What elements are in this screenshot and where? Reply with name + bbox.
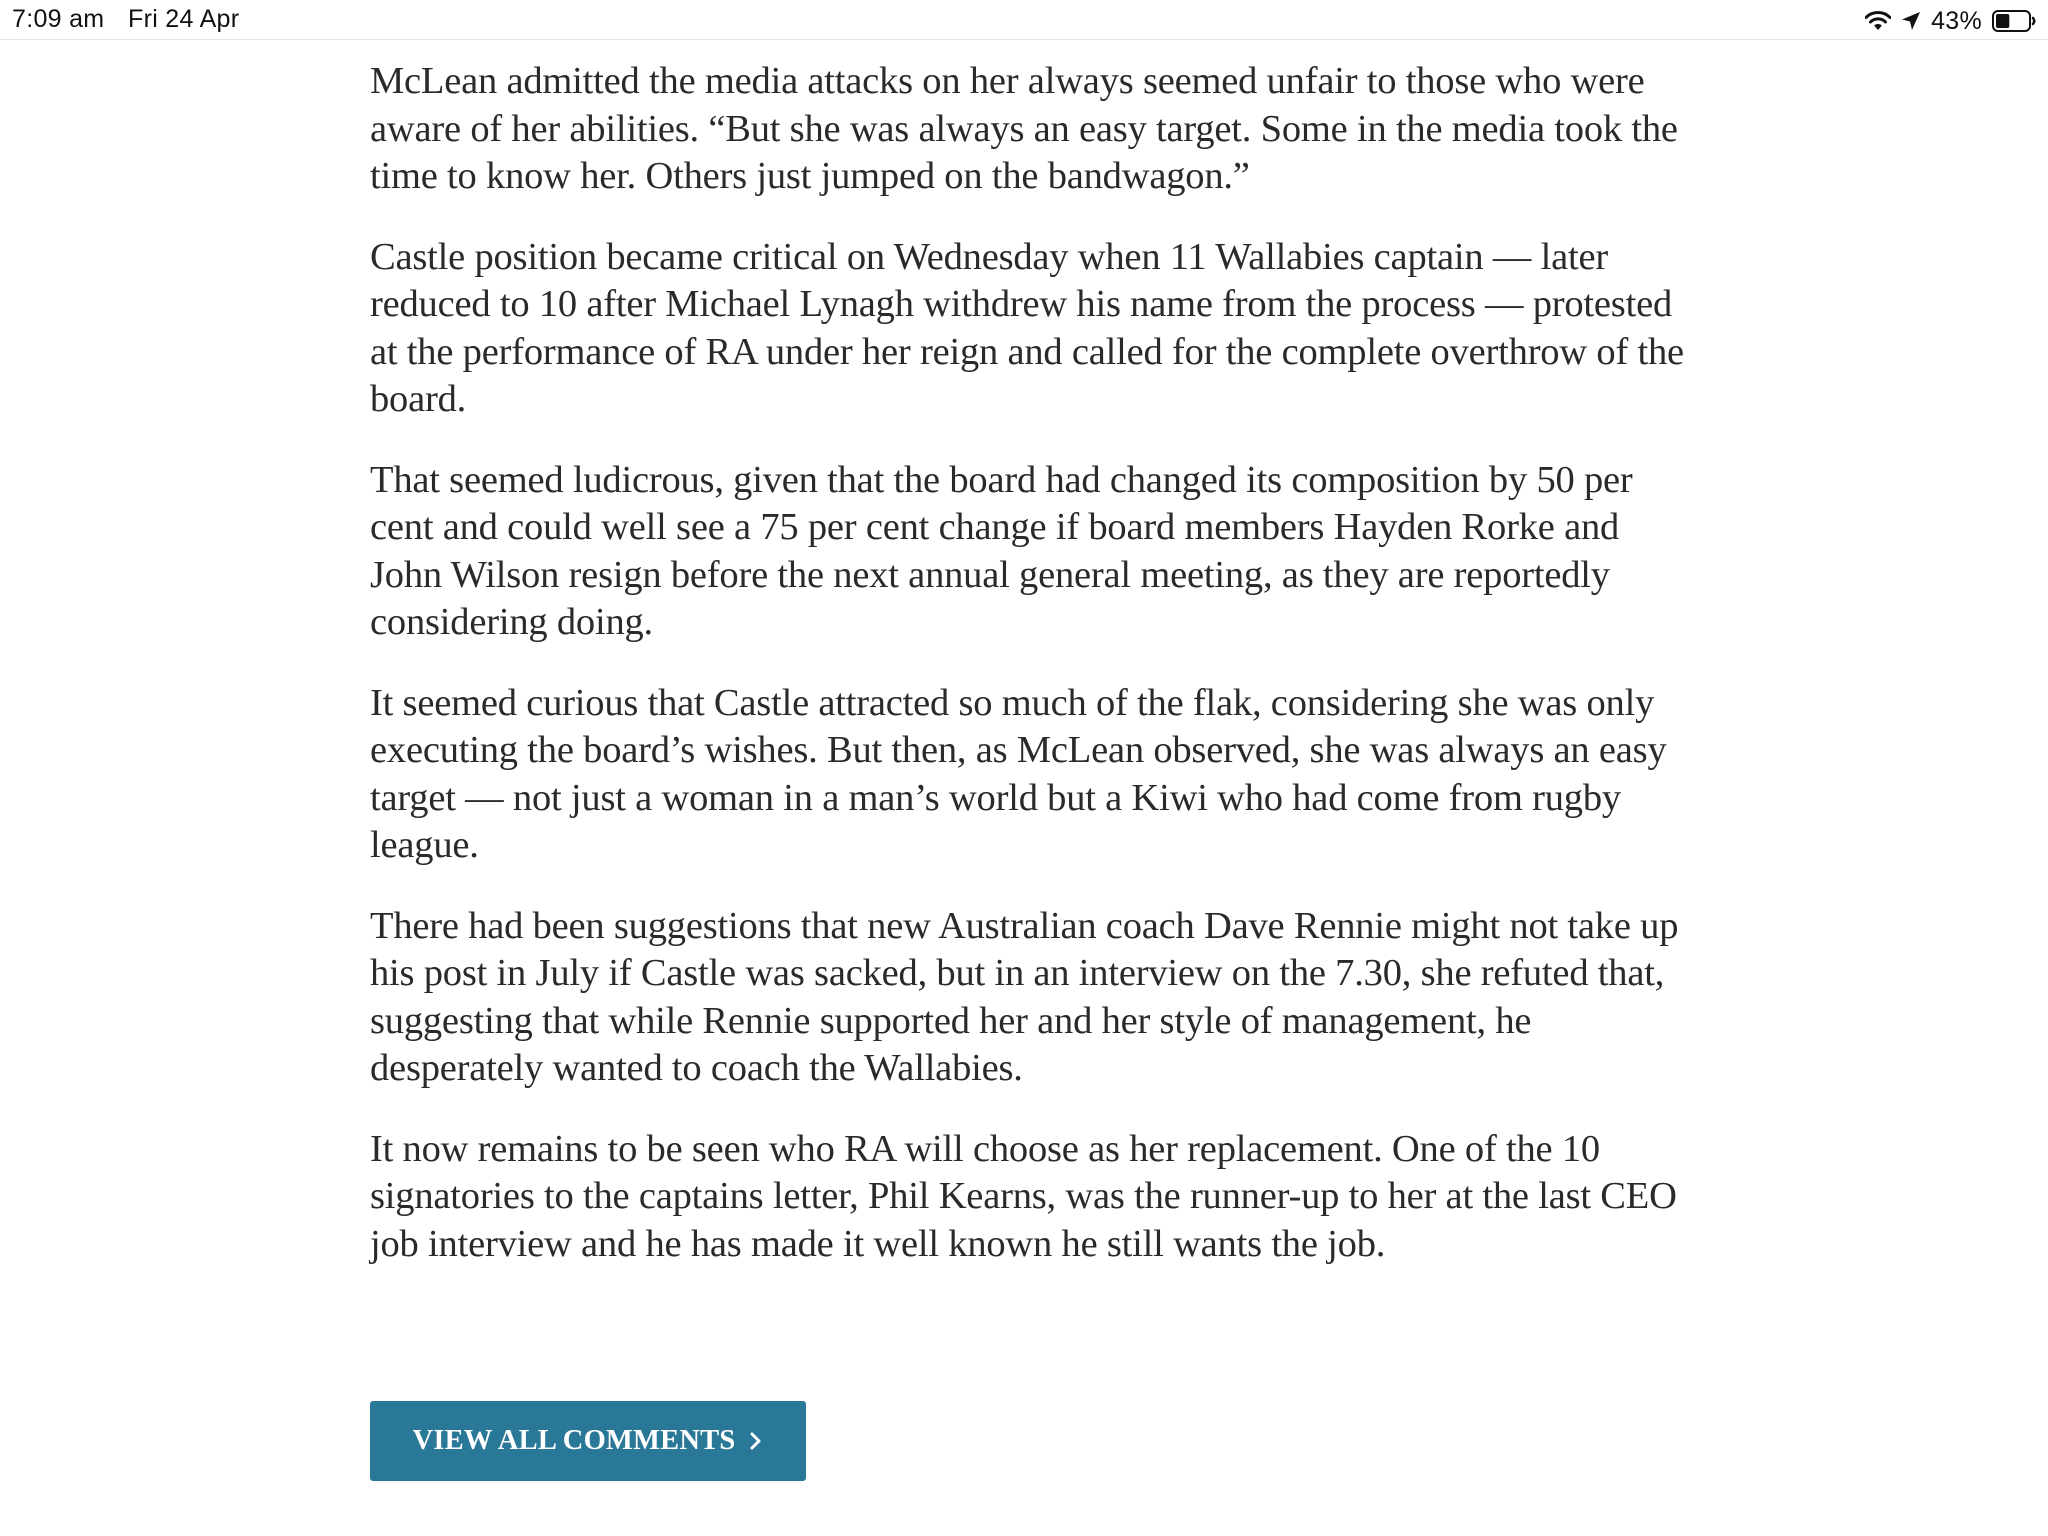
article-paragraph: McLean admitted the media attacks on her always seemed unfair to those who were aware of her abilities. “But she was always an easy target. Some in the media took the time to know her. Others just jumped on the bandwagon.” <box>370 60 1678 197</box>
article-paragraph: That seemed ludicrous, given that the board had changed its composition by 50 per cent and could well see a 75 per cent change if board members Hayden Rorke and John Wilson resign before the next annual general meeting, as they are reportedly considering doing. <box>370 458 1633 643</box>
battery-icon <box>1992 10 2036 32</box>
chevron-right-icon <box>749 1431 763 1451</box>
status-bar <box>0 0 2048 40</box>
wifi-icon <box>1865 10 1891 32</box>
article-paragraph: Castle position became critical on Wednesday when 11 Wallabies captain — later reduced to 10 after Michael Lynagh withdrew his name from the process — protested at the performance of RA under her reign and called for the complete overthrow of the board. <box>370 235 1684 420</box>
view-all-comments-label: VIEW ALL COMMENTS <box>412 1425 736 1456</box>
article-body <box>370 58 1690 1301</box>
status-indicators <box>1865 6 2036 36</box>
article-paragraph: It seemed curious that Castle attracted so much of the flak, considering she was only executing the board’s wishes. But then, as McLean observed, she was always an easy target — not just a woman in a man’s world but a Kiwi who had come from rugby league. <box>370 681 1667 866</box>
location-icon <box>1901 11 1921 31</box>
view-all-comments-button[interactable] <box>370 1401 806 1481</box>
battery-percent: 43% <box>1931 6 1982 35</box>
status-time: 7:09 am <box>12 5 105 33</box>
article-paragraph: It now remains to be seen who RA will choose as her replacement. One of the 10 signatories to the captains letter, Phil Kearns, was the runner-up to her at the last CEO job interview and he has made it well known he still wants the job. <box>370 1127 1677 1265</box>
battery-fill <box>1996 14 2009 28</box>
status-date: Fri 24 Apr <box>128 5 240 33</box>
article-paragraph: There had been suggestions that new Australian coach Dave Rennie might not take up his post in July if Castle was sacked, but in an interview on the 7.30, she refuted that, suggesting that while Rennie supported her and her style of management, he desperately wanted to coach the Wallabies. <box>370 904 1679 1089</box>
